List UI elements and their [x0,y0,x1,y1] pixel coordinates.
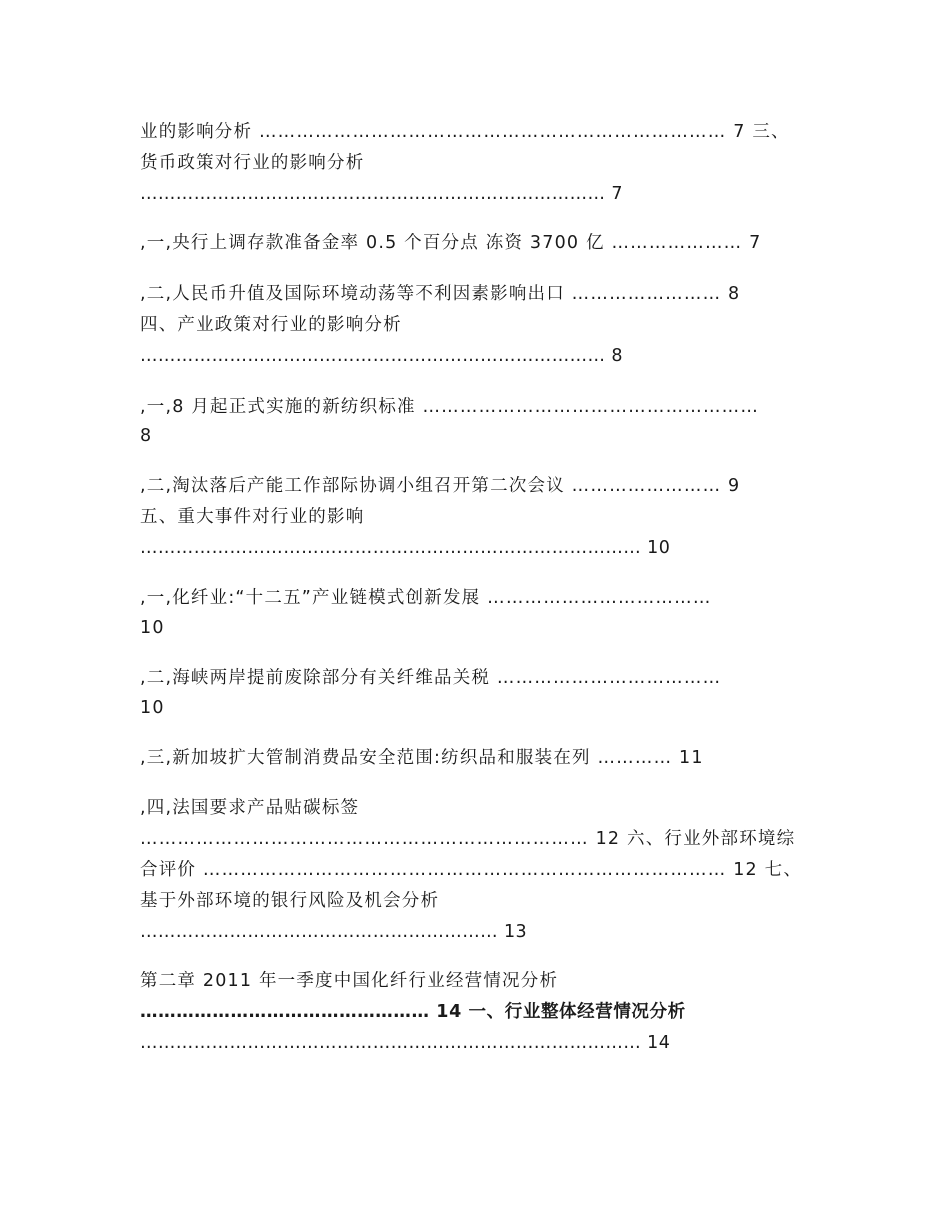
toc-line: ,一,化纤业:“十二五”产业链模式创新发展 ……………………………… [140,588,712,608]
toc-line: …………………………………………………… 13 [140,922,528,942]
toc-line: ,二,人民币升值及国际环境动荡等不利因素影响出口 …………………… 8 [140,284,741,304]
toc-line: ,四,法国要求产品贴碳标签 [140,798,360,818]
toc-line: 8 [140,426,153,446]
toc-line: ………………………………………… 14 一、行业整体经营情况分析 [140,1002,686,1022]
toc-line: ………………………………………………………………………… 14 [140,1033,671,1053]
toc-line: ……………………………………………………………… 12 六、行业外部环境综 [140,829,796,849]
toc-line: 10 [140,618,165,638]
toc-line: ,一,央行上调存款准备金率 0.5 个百分点 冻资 3700 亿 ………………… 7 [140,233,762,253]
toc-line: ,二,淘汰落后产能工作部际协调小组召开第二次会议 …………………… 9 [140,476,741,496]
toc-line: ,二,海峡两岸提前废除部分有关纤维品关税 ……………………………… [140,668,722,688]
toc-line: 合评价 ………………………………………………………………………… 12 七、 [140,860,803,880]
toc-line: 业的影响分析 ………………………………………………………………… 7 三、 [140,122,790,142]
toc-line: 基于外部环境的银行风险及机会分析 [140,891,440,911]
toc-line: …………………………………………………………………… 8 [140,346,623,366]
toc-line: ………………………………………………………………………… 10 [140,538,671,558]
chapter-heading: 第二章 2011 年一季度中国化纤行业经营情况分析 [140,971,559,991]
toc-line: ,一,8 月起正式实施的新纺织标准 ……………………………………………… [140,397,760,417]
toc-line: 货币政策对行业的影响分析 [140,153,365,173]
toc-line: ,三,新加坡扩大管制消费品安全范围:纺织品和服装在列 ………… 11 [140,748,704,768]
toc-line: 四、产业政策对行业的影响分析 [140,315,402,335]
toc-line: 10 [140,698,165,718]
toc-line: 五、重大事件对行业的影响 [140,507,365,527]
toc-line: …………………………………………………………………… 7 [140,184,623,204]
